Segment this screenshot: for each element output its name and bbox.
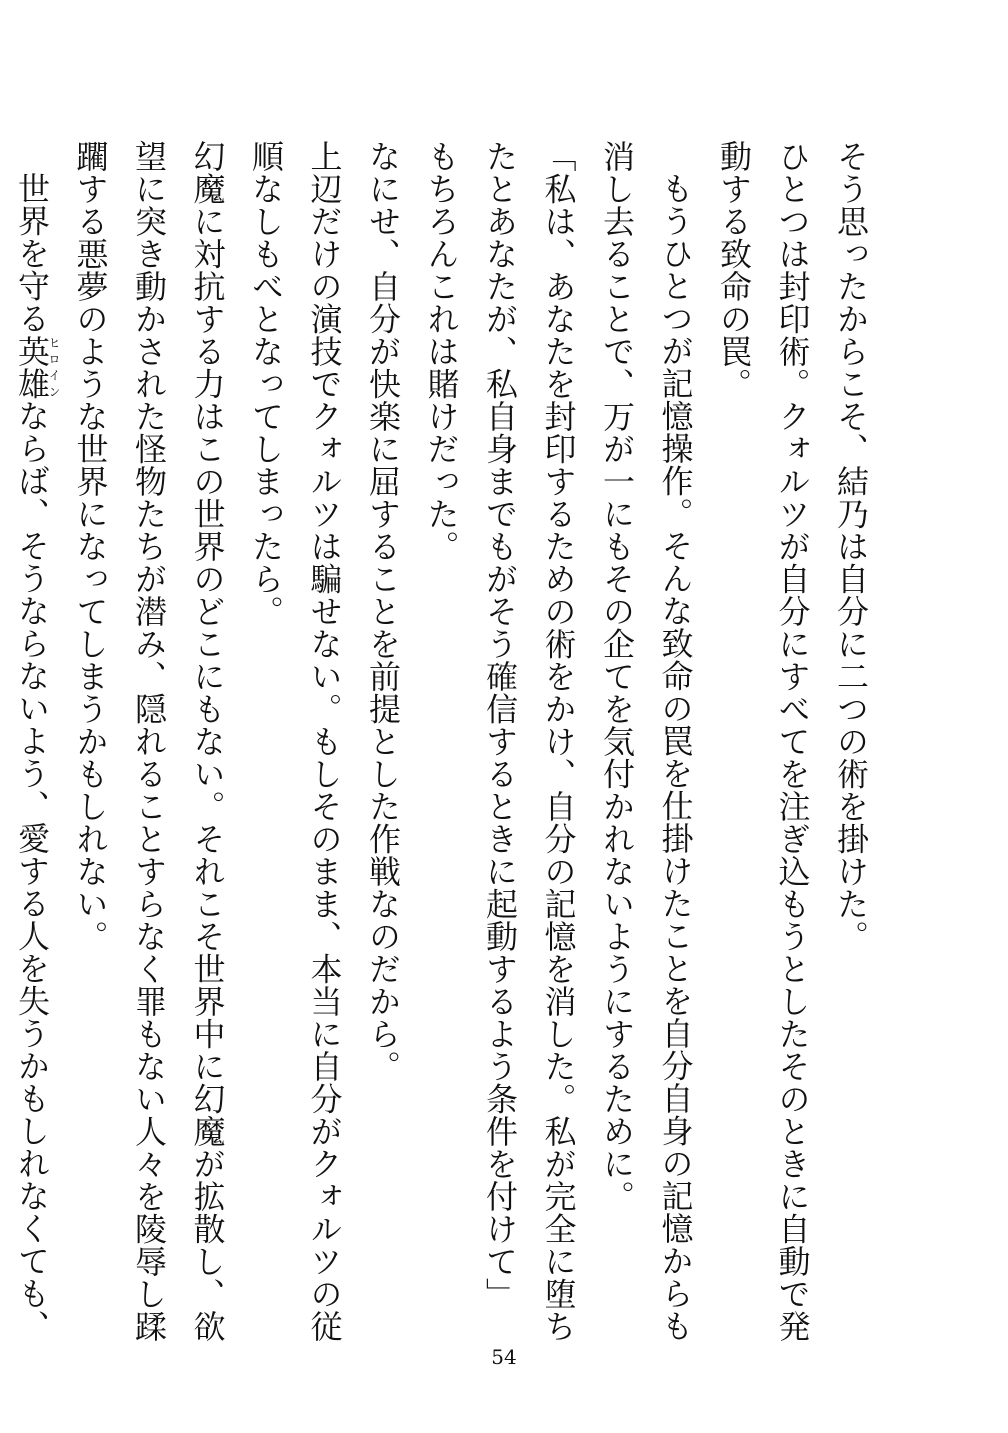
paragraph-9 [0,140,61,1370]
ruby-base: 英雄 [13,334,51,400]
paragraph-3: もうひとつが記憶操作。そんな致命の罠を仕掛けたことを自分自身の記憶からも消し去ることで、万が一にもその企てを気付かれないようにするために。 [598,140,695,1342]
ruby-reading: ヒロイン [47,334,61,400]
vertical-text-block [13,140,880,1370]
paragraph-6: なにせ、自分が快楽に屈することを前提とした作戦なのだから。 [364,140,402,1083]
paragraph-2: ひとつは封印術。クォルツが自分にすべてを注ぎ込もうとしたそのときに自動で発動する致命の罠。 [715,140,812,1343]
paragraph-8: 幻魔に対抗する力はこの世界のどこにもない。それこそ世界中に幻魔が拡散し、欲望に突き動かされた怪物たちが潜み、隠れることすらなく罪もない人々を陵辱し蹂躙する悪夢のような世界になってしまうかもしれない。 [71,140,227,1343]
ruby-heroine [13,334,61,400]
paragraph-7: 上辺だけの演技でクォルツは騙せない。もしそのまま、本当に自分がクォルツの従順なしもべとなってしまったら。 [247,140,344,1343]
paragraph-9-part-a: 世界を守る [13,172,51,335]
paragraph-1: そう思ったからこそ、結乃は自分に二つの術を掛けた。 [832,140,870,953]
paragraph-4: 「私は、あなたを封印するための術をかけ、自分の記憶を消した。私が完全に堕ちたとあなたが、私自身までもがそう確信するときに起動するよう条件を付けて」 [481,140,578,1343]
paragraph-5: もちろんこれは賭けだった。 [422,140,461,563]
page-number: 54 [491,1345,517,1369]
paragraph-9-part-b: ならば、そうならないよう、愛する人を失うかもしれなくても、 [13,399,51,1342]
